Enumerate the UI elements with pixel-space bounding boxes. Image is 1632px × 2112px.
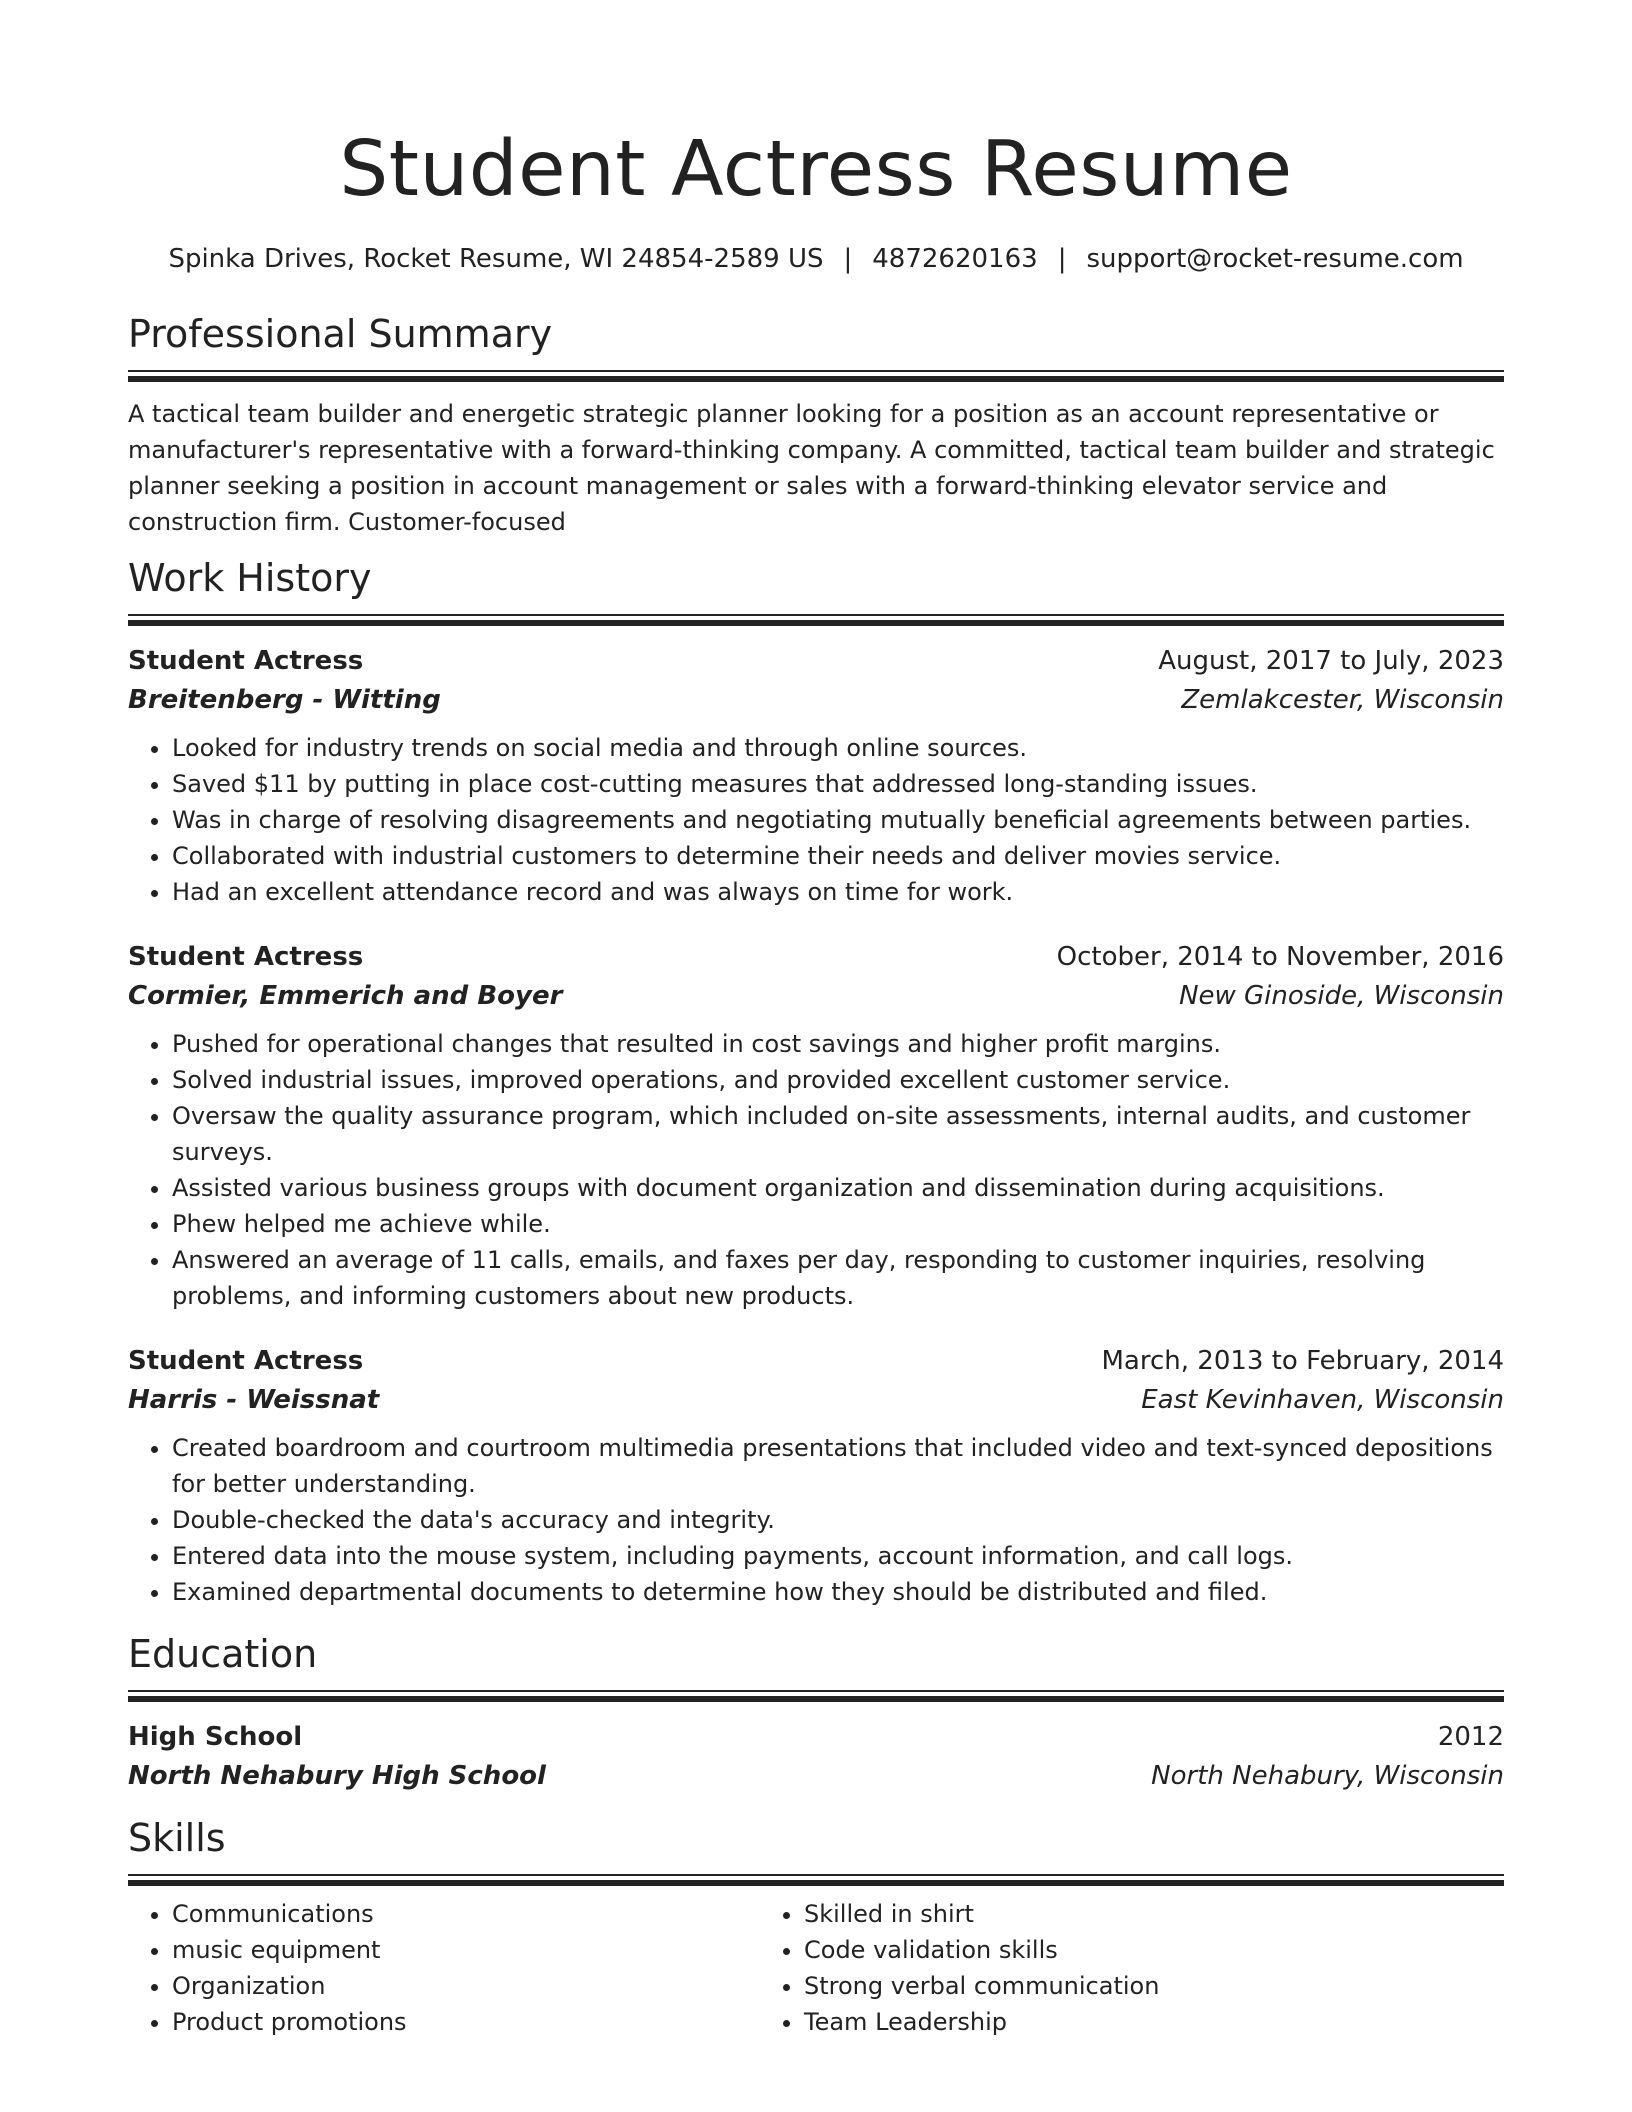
section-divider (128, 370, 1504, 382)
summary-heading: Professional Summary (128, 312, 553, 356)
contact-email: support@rocket-resume.com (1086, 244, 1464, 274)
skills-heading: Skills (128, 1816, 226, 1860)
list-item: • Communications (172, 1896, 760, 1932)
list-item: • Answered an average of 11 calls, emails, and faxes per day, responding to customer inquiries, resolving problems, and informing customers about new products. (172, 1242, 1504, 1314)
list-item: • Code validation skills (804, 1932, 1392, 1968)
job-title: Student Actress (128, 1346, 364, 1376)
list-item: • Skilled in shirt (804, 1896, 1392, 1932)
education-school: North Nehabury High School (128, 1761, 546, 1791)
education-entry (128, 1718, 1504, 1796)
skills-list-left (128, 1896, 760, 2040)
education-heading: Education (128, 1632, 318, 1676)
list-item: • Oversaw the quality assurance program, which included on-site assessments, internal audits, and customer surveys. (172, 1098, 1504, 1170)
list-item: • Team Leadership (804, 2004, 1392, 2040)
summary-section (128, 310, 1504, 540)
job-dates: August, 2017 to July, 2023 (1158, 646, 1504, 676)
skills-list-right (760, 1896, 1392, 2040)
work-heading: Work History (128, 556, 372, 600)
list-item: • Collaborated with industrial customers to determine their needs and deliver movies service. (172, 838, 1504, 874)
list-item: • Examined departmental documents to determine how they should be distributed and filed. (172, 1574, 1504, 1610)
summary-text: A tactical team builder and energetic strategic planner looking for a position as an account representative or manufacturer's representative with a forward-thinking company. A committed, tactical team builder and strategic planner seeking a position in account management or sales with a forward-thinking elevator service and construction firm. Customer-focused (128, 400, 1495, 536)
job-company: Breitenberg - Witting (128, 685, 441, 715)
job-title: Student Actress (128, 646, 364, 676)
education-section (128, 1630, 1504, 1796)
list-item: • Was in charge of resolving disagreements and negotiating mutually beneficial agreements between parties. (172, 802, 1504, 838)
education-school-row (128, 1756, 1504, 1796)
job-location: East Kevinhaven, Wisconsin (1141, 1385, 1504, 1415)
section-divider (128, 1690, 1504, 1702)
job-location: New Ginoside, Wisconsin (1179, 981, 1504, 1011)
job-entry (128, 1342, 1504, 1610)
contact-line (128, 242, 1504, 276)
job-dates: October, 2014 to November, 2016 (1056, 942, 1504, 972)
contact-separator: | (843, 244, 853, 274)
section-divider (128, 614, 1504, 626)
resume-title: Student Actress Resume (339, 125, 1293, 214)
skills-grid (128, 1896, 1504, 2040)
job-entry (128, 642, 1504, 910)
skills-section (128, 1814, 1504, 2040)
list-item: • Double-checked the data's accuracy and integrity. (172, 1502, 1504, 1538)
contact-address: Spinka Drives, Rocket Resume, WI 24854-2589 US (168, 244, 824, 274)
contact-phone: 4872620163 (872, 244, 1038, 274)
list-item: • Product promotions (172, 2004, 760, 2040)
list-item: • Phew helped me achieve while. (172, 1206, 1504, 1242)
education-location: North Nehabury, Wisconsin (1151, 1761, 1504, 1791)
job-header-row (128, 1342, 1504, 1380)
list-item: • Solved industrial issues, improved operations, and provided excellent customer service. (172, 1062, 1504, 1098)
education-degree: High School (128, 1722, 303, 1752)
job-location: Zemlakcester, Wisconsin (1181, 685, 1504, 715)
list-item: • Created boardroom and courtroom multimedia presentations that included video and text-synced depositions for better understanding. (172, 1430, 1504, 1502)
job-company: Harris - Weissnat (128, 1385, 380, 1415)
section-divider (128, 1874, 1504, 1886)
job-header-row (128, 642, 1504, 680)
work-section (128, 554, 1504, 1610)
job-company: Cormier, Emmerich and Boyer (128, 981, 563, 1011)
list-item: • Entered data into the mouse system, including payments, account information, and call logs. (172, 1538, 1504, 1574)
list-item: • Had an excellent attendance record and was always on time for work. (172, 874, 1504, 910)
job-header-row (128, 938, 1504, 976)
job-dates: March, 2013 to February, 2014 (1101, 1346, 1504, 1376)
job-bullets (128, 730, 1504, 910)
job-company-row (128, 976, 1504, 1016)
job-company-row (128, 680, 1504, 720)
list-item: • Assisted various business groups with document organization and dissemination during acquisitions. (172, 1170, 1504, 1206)
contact-separator: | (1057, 244, 1067, 274)
list-item: • Saved $11 by putting in place cost-cutting measures that addressed long-standing issues. (172, 766, 1504, 802)
job-bullets (128, 1430, 1504, 1610)
list-item: • Pushed for operational changes that resulted in cost savings and higher profit margins. (172, 1026, 1504, 1062)
job-title: Student Actress (128, 942, 364, 972)
list-item: • Looked for industry trends on social media and through online sources. (172, 730, 1504, 766)
education-header-row (128, 1718, 1504, 1756)
list-item: • music equipment (172, 1932, 760, 1968)
list-item: • Organization (172, 1968, 760, 2004)
list-item: • Strong verbal communication (804, 1968, 1392, 2004)
job-entry (128, 938, 1504, 1314)
job-company-row (128, 1380, 1504, 1420)
job-bullets (128, 1026, 1504, 1314)
education-year: 2012 (1437, 1722, 1504, 1752)
